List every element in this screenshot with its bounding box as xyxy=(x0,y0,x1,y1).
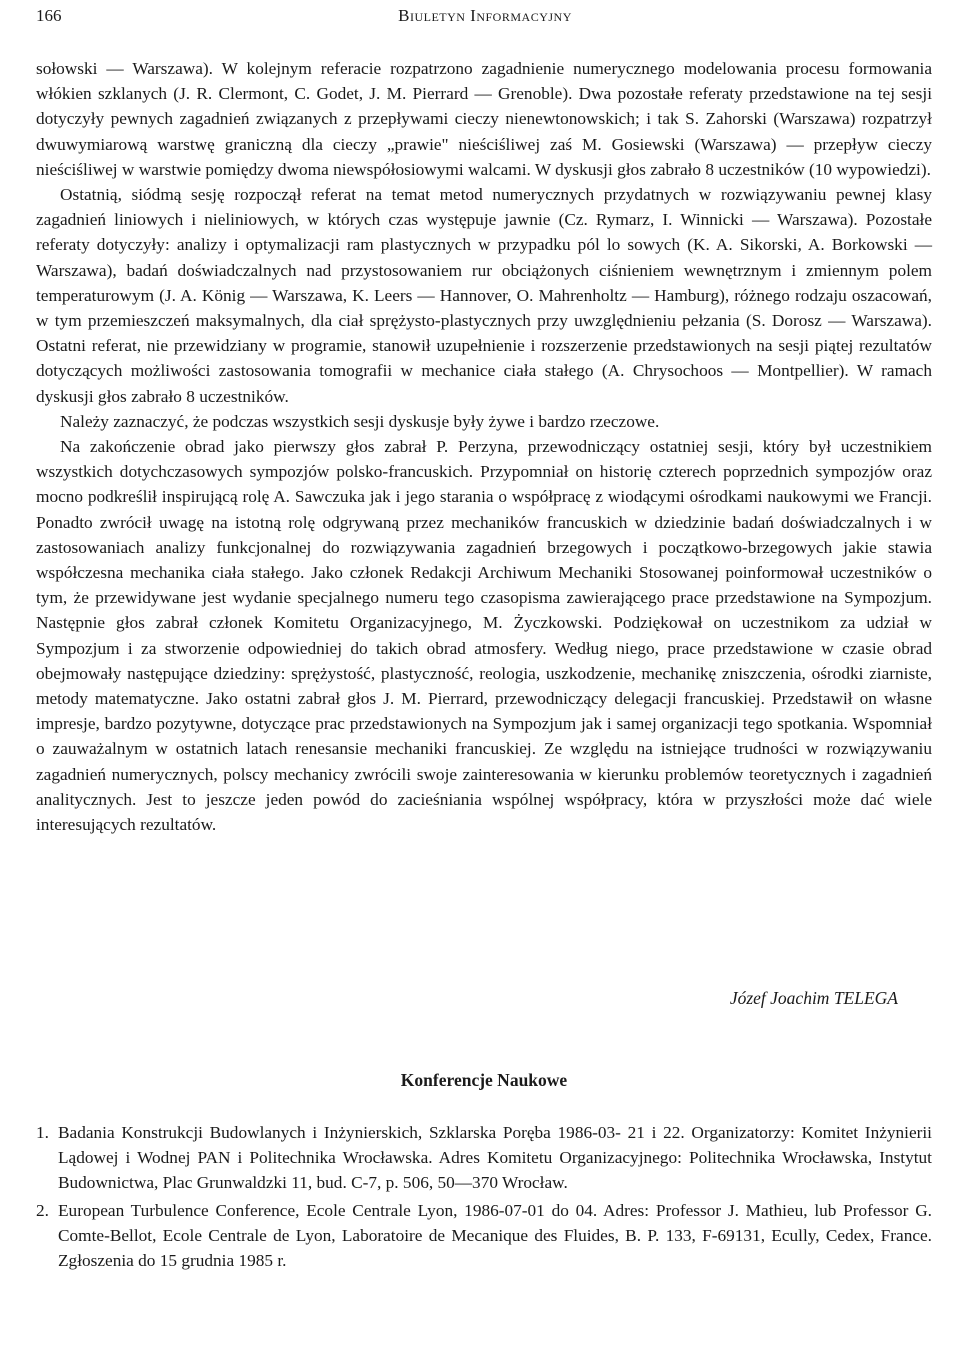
list-item xyxy=(36,1198,932,1274)
list-item-number: 2. xyxy=(36,1200,49,1220)
list-item xyxy=(36,1120,932,1196)
paragraph: Ostatnią, siódmą sesję rozpoczął referat na temat metod numerycznych przydatnych w rozwiązywaniu pewnej klasy zagadnień liniowych i nieliniowych, w których czas występuje jawnie (Cz. Rymarz, I. Winnicki — Warszawa). Pozostałe referaty dotyczyły: analizy i optymalizacji ram plastycznych w przypadku pól lo sowych (K. A. Sikorski, A. Borkowski — Warszawa), badań doświadczalnych nad przystosowaniem rur obciążonych ciśnieniem wewnętrznym i zmiennym polem temperaturowym (J. A. König — Warszawa, K. Leers — Hannover, O. Mahrenholtz — Hamburg), różnego rodzaju oszacowań, w tym przemieszczeń maksymalnych, dla ciał sprężysto-plastycznych przy uwzględnieniu pełzania (S. Dorosz — Warszawa). Ostatni referat, nie przewidziany w programie, stanowił uzupełnienie i rozszerzenie przedstawionych na sesji piątej rezultatów dotyczących możliwości zastosowania tomografii w mechanice ciała stałego (A. Chrysochoos — Montpellier). W ramach dyskusji głos zabrało 8 uczestników. xyxy=(36,185,932,406)
report-body xyxy=(36,56,932,837)
running-head xyxy=(36,6,934,28)
list-item-number: 1. xyxy=(36,1123,49,1142)
paragraph: Należy zaznaczyć, że podczas wszystkich sesji dyskusje były żywe i bardzo rzeczowe. xyxy=(60,411,660,431)
paragraph: sołowski — Warszawa). W kolejnym referacie rozpatrzono zagadnienie numerycznego modelowania procesu formowania włókien szklanych (J. R. Clermont, C. Godet, J. M. Pierrard — Grenoble). Dwa pozostałe referaty przedstawione na tej sesji dotyczyły pewnych zagadnień związanych z przepływami cieczy nienewtonowskich; i tak S. Zahorski (Warszawa) rozpatrzył dwuwymiarową warstwę graniczną dla cieczy „prawie" nieściśliwej zaś M. Gosiewski (Warszawa) — przepływ cieczy nieściśliwej w warstwie pomiędzy dwoma niewspółosiowymi walcami. W dyskusji głos zabrało 8 uczestników (10 wypowiedzi). xyxy=(36,59,932,179)
page-number: 166 xyxy=(36,6,62,25)
list-item-text: European Turbulence Conference, Ecole Centrale Lyon, 1986-07-01 do 04. Adres: Professor J. Mathieu, lub Professor G. Comte-Bellot, Ecole Centrale de Lyon, Laboratoire de Mecanique des Fluides, B. P. 133, F-69131, Ecully, Cedex, France. Zgłoszenia do 15 grudnia 1985 r. xyxy=(58,1200,932,1271)
section-title: Konferencje Naukowe xyxy=(400,1070,568,1090)
paragraph: Na zakończenie obrad jako pierwszy głos zabrał P. Perzyna, przewodniczący ostatniej sesji, który był uczestnikiem wszystkich dotychczasowych sympozjów polsko-francuskich. Przypomniał on historię czterech poprzednich sympozjów oraz mocno podkreślił inspirującą rolę A. Sawczuka jak i jego starania o współpracę z wiodącymi ośrodkami naukowymi we Francji. Ponadto zwrócił uwagę na istotną rolę odgrywaną przez mechaników francuskich w dziedzinie badań doświadczalnych i w zastosowaniach analizy funkcjonalnej do rozwiązywania zagadnień brzegowych i początkowo-brzegowych jakie stawia współczesna mechanika ciała stałego. Jako członek Redakcji Archiwum Mechaniki Stosowanej poinformował uczestników o tym, że przewidywane jest wydanie specjalnego numeru tego czasopisma zawierającego prace przedstawione na Sympozjum. Następnie głos zabrał członek Komitetu Organizacyjnego, M. Życzkowski. Podziękował on uczestnikom za udział w Sympozjum i za stworzenie odpowiedniej do takich obrad atmosfery. Według niego, prace przedstawione w czasie obrad obejmowały następujące dziedziny: sprężystość, plastyczność, reologia, uszkodzenie, mechanikę zniszczenia, ośrodki ziarniste, metody matematyczne. Jako ostatni zabrał głos J. M. Pierrard, przewodniczący delegacji francuskiej. Przedstawił on własne impresje, bardzo pozytywne, dotyczące prac przedstawionych na Sympozjum jak i samej organizacji tego spotkania. Wspomniał o zauważalnym w ostatnich latach renesansie mechaniki francuskiej. Ze względu na istniejące trudności w rozwiązywaniu zagadnień numerycznych, polscy mechanicy zwrócili swoje zainteresowania w kierunku problemów teoretycznych i zagadnień analitycznych. Jest to jeszcze jeden powód do zacieśniania wspólnej współpracy, która w przyszłości może dać wiele interesujących rezultatów. xyxy=(36,437,932,835)
journal-title: Biuletyn Informacyjny xyxy=(398,6,572,25)
list-item-text: Badania Konstrukcji Budowlanych i Inżynierskich, Szklarska Poręba 1986-03- 21 i 22. Organizatorzy: Komitet Inżynierii Lądowej i Wodnej PAN i Politechnika Wrocławska. Adres Komitetu Organizacyjnego: Politechnika Wrocławska, Instytut Budownictwa, Plac Grunwaldzki 11, bud. C-7, p. 506, 50—370 Wrocław. xyxy=(58,1123,932,1193)
author-signature: Józef Joachim TELEGA xyxy=(729,988,898,1008)
conference-list xyxy=(36,1120,932,1273)
